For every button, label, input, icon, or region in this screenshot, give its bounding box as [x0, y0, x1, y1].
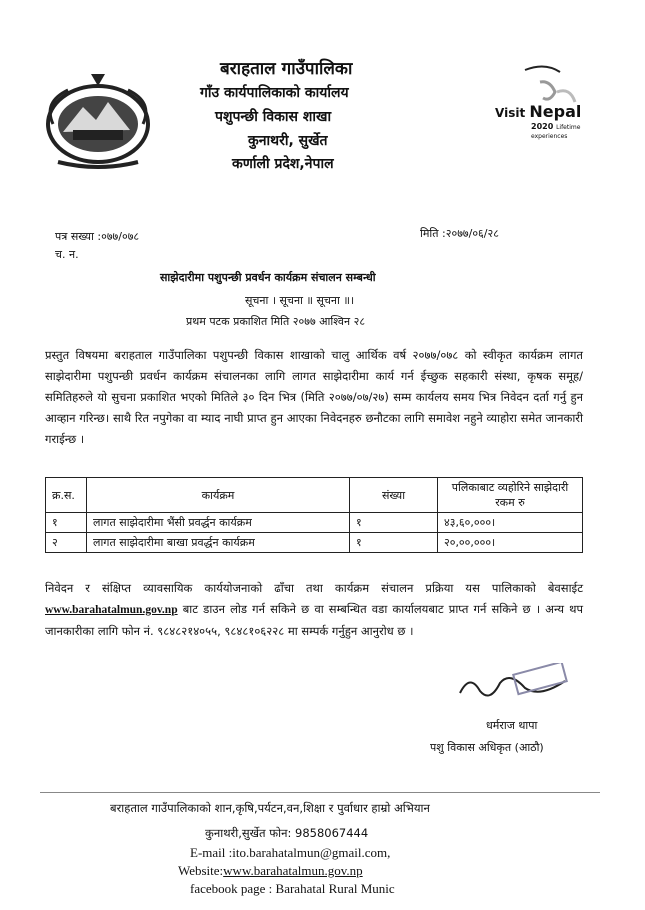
cell-sn: १: [46, 513, 87, 533]
nepal-emblem-logo: [38, 72, 158, 172]
cell-count: १: [350, 533, 438, 553]
cell-program: लागत साझेदारीमा बाखा प्रवर्द्धन कार्यक्रम: [87, 533, 350, 553]
footer-divider: [40, 792, 600, 793]
program-table: [45, 477, 583, 553]
cell-program: लागत साझेदारीमा भैंसी प्रवर्द्धन कार्यक्रम: [87, 513, 350, 533]
closing-paragraph: [45, 578, 583, 642]
table-row: [46, 533, 583, 553]
closing-text-a: निवेदन र संक्षिप्त व्यावसायिक कार्ययोजनाको ढाँचा तथा कार्यक्रम संचालन प्रक्रिया यस पालिकाको बेवसाईट: [45, 581, 583, 595]
org-name: बराहताल गाउँपालिका: [220, 59, 353, 79]
tagline-text: Lifetime experiences: [531, 124, 581, 140]
year-text: 2020: [531, 122, 554, 131]
col-header-count: संख्या: [350, 478, 438, 513]
col-header-amount: पलिकाबाट व्यहोरिने साझेदारी रकम रु: [438, 478, 583, 513]
footer-email: E-mail :ito.barahatalmun@gmail.com,: [190, 845, 391, 860]
letter-number: पत्र सख्या :०७७/०७८: [55, 230, 140, 243]
first-published: प्रथम पटक प्रकाशित मिति २०७७ आश्विन २८: [186, 315, 366, 328]
footer-website-label: Website:: [178, 863, 224, 878]
cell-count: १: [350, 513, 438, 533]
signatory-title: पशु विकास अधिकृत (आठौ): [430, 741, 544, 754]
address-line1: कुनाथरी, सुर्खेत: [248, 133, 328, 149]
website-link[interactable]: www.barahatalmun.gov.np: [45, 604, 178, 616]
visit-nepal-logo: [495, 62, 605, 142]
footer-contact: कुनाथरी,सुर्खेत फोन: 9858067444: [205, 826, 369, 840]
footer-slogan: बराहताल गाउँपालिकाको शान,कृषि,पर्यटन,वन,शिक्षा र पुर्वाधार हाम्रो अभियान: [110, 801, 430, 815]
subject-title: साझेदारीमा पशुपन्छी प्रवर्धन कार्यक्रम संचालन सम्बन्धी: [160, 271, 376, 284]
col-header-program: कार्यक्रम: [87, 478, 350, 513]
address-line2: कर्णाली प्रदेश,नेपाल: [232, 156, 334, 172]
handwritten-signature: [455, 663, 575, 713]
footer-facebook: facebook page : Barahatal Rural Munic: [190, 881, 395, 896]
col-header-sn: क्र.स.: [46, 478, 87, 513]
branch-name: पशुपन्छी विकास शाखा: [215, 109, 332, 125]
nepal-text: Nepal: [529, 102, 582, 121]
visit-text: Visit: [495, 106, 526, 120]
cell-amount: २०,००,०००।: [438, 533, 583, 553]
footer-website: [178, 863, 363, 879]
signatory-name: धर्मराज थापा: [486, 719, 538, 732]
notice-text: सूचना । सूचना ॥ सूचना ॥।: [245, 294, 355, 307]
table-header-row: [46, 478, 583, 513]
table-row: [46, 513, 583, 533]
cell-sn: २: [46, 533, 87, 553]
footer-website-link[interactable]: www.barahatalmun.gov.np: [223, 863, 363, 878]
office-name: गाँउ कार्यपालिकाको कार्यालय: [200, 85, 349, 101]
ch-number: च. न.: [55, 248, 79, 261]
body-paragraph: प्रस्तुत विषयमा बराहताल गाउँपालिका पशुपन्छी विकास शाखाको चालु आर्थिक वर्ष २०७७/०७८ को स्वीकृत कार्यक्रम लागत साझेदारीमा पशुपन्छी प्रवर्धन कार्यक्रम संचालनका लागि लागत साझेदारीमा कार्य गर्न ईच्छुक सहकारी संस्था, कृषक समूह/समितिहरुले यो सुचना प्रकाशित भएको मितिले ३० दिन भित्र (मिति २०७७/०७/२७) सम्म कार्यलय समय भित्र निवेदन दर्ता गर्नु हुन आव्हान गरिन्छ। साथै रित नपुगेका वा म्याद नाघी प्राप्त हुन आएका निवेदनहरु छनौटका लागि समावेश नहुने व्याहोरा समेत जानकारी गराईन्छ ।: [45, 348, 583, 446]
letter-date: मिति :२०७७/०६/२८: [420, 227, 499, 240]
closing-text-b: बाट डाउन लोड गर्न सकिने छ वा सम्बन्धित वडा कार्यालयबाट प्राप्त गर्न सकिने छ । अन्य थप जानकारीका लागि फोन नं. ९८४८२१४०५५, ९८४८१०६२२८ मा सम्पर्क गर्नुहुन आनुरोध छ ।: [45, 602, 583, 638]
cell-amount: ४३,६०,०००।: [438, 513, 583, 533]
